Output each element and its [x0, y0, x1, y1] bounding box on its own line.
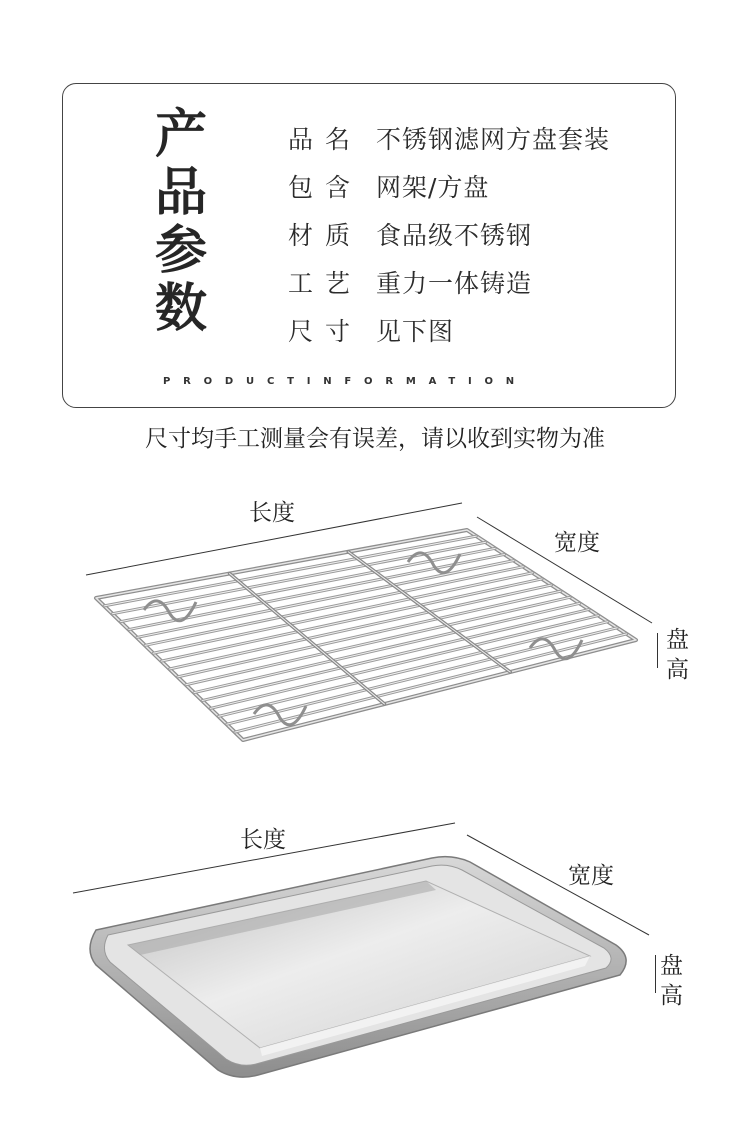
english-subtitle: PRODUCTINFORMATION [163, 376, 527, 387]
param-value: 食品级不锈钢 [376, 221, 533, 250]
tray-length-label: 长度 [240, 827, 286, 853]
rack-length-label: 长度 [249, 500, 295, 526]
height-char: 高 [660, 983, 683, 1009]
rack-height-bar [657, 633, 658, 668]
height-char: 高 [666, 657, 689, 683]
rack-wire [202, 609, 589, 700]
tray-height-bar [655, 955, 656, 993]
measurement-note: 尺寸均手工测量会有误差，请以收到实物为准 [145, 426, 605, 452]
param-label: 材质 [288, 221, 363, 250]
rack-width-label: 宽度 [554, 530, 600, 556]
height-char: 盘 [660, 953, 683, 979]
tray-height-label [660, 951, 686, 1011]
param-value: 网架/方盘 [376, 173, 490, 202]
param-label: 工艺 [288, 269, 363, 298]
param-label: 品名 [288, 125, 363, 154]
rack-height-label [666, 625, 692, 685]
heading-char: 数 [154, 279, 207, 339]
height-char: 盘 [666, 627, 689, 653]
param-value: 不锈钢滤网方盘套装 [376, 125, 611, 154]
param-value: 重力一体铸造 [376, 269, 533, 298]
rack-wire [235, 634, 627, 732]
cooling-rack-image [96, 530, 636, 740]
param-label: 包含 [288, 173, 363, 202]
param-label: 尺寸 [288, 317, 363, 346]
heading-char: 产 [154, 105, 207, 165]
heading-char: 参 [154, 221, 207, 281]
tray-width-label: 宽度 [568, 863, 614, 889]
heading-char: 品 [154, 163, 207, 223]
rack-wire [194, 603, 580, 692]
baking-tray-image [90, 857, 626, 1077]
param-value: 见下图 [376, 317, 455, 346]
